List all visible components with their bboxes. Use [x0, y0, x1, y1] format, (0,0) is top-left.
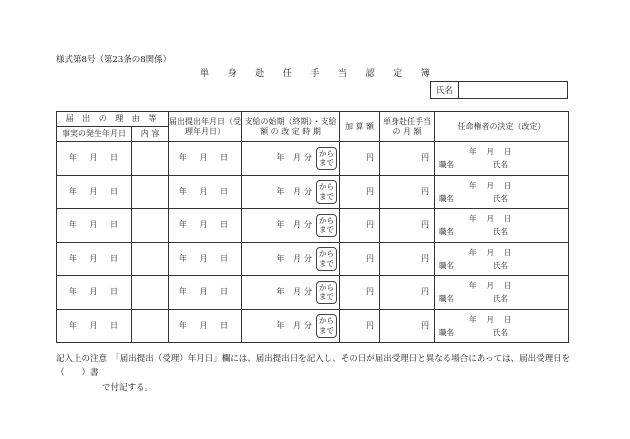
from-label: から	[319, 249, 334, 258]
from-label: から	[319, 282, 334, 292]
event-date-cell[interactable]	[57, 309, 132, 343]
decision-date-text: 年月日	[469, 314, 522, 324]
period-cell[interactable]	[242, 276, 340, 310]
person-label: 氏名	[493, 160, 508, 170]
decision-cell[interactable]	[435, 242, 569, 276]
from-label: から	[319, 182, 334, 191]
decision-date-text: 年月日	[469, 247, 522, 257]
addition-yen: 円	[366, 320, 374, 330]
from-to-brace	[316, 247, 337, 271]
period-month-text: 年 月分	[276, 186, 315, 196]
filing-date-text: 年 月 日	[178, 253, 233, 263]
allowance-header: 単身赴任手当の 月 額	[380, 112, 435, 142]
table-row	[57, 142, 569, 176]
filing-date-cell[interactable]	[169, 242, 242, 276]
addition-yen: 円	[366, 186, 374, 196]
from-label: から	[319, 148, 334, 158]
to-label: まで	[319, 158, 334, 168]
from-to-brace	[316, 281, 337, 305]
allowance-cell[interactable]	[380, 276, 435, 310]
post-label: 職名	[439, 294, 454, 304]
decision-date-text: 年月日	[469, 214, 522, 224]
addition-yen: 円	[366, 287, 374, 297]
post-label: 職名	[439, 160, 454, 170]
person-label: 氏名	[493, 327, 508, 337]
to-label: まで	[319, 292, 334, 302]
name-box	[430, 81, 568, 99]
content-header: 内 容	[132, 127, 169, 142]
filing-date-header: 届出提出年月日（受理年月日）	[169, 112, 242, 142]
allowance-yen: 円	[421, 186, 429, 196]
decision-date-text: 年月日	[469, 281, 522, 291]
title-char: 当	[338, 69, 348, 79]
event-date-cell[interactable]	[57, 242, 132, 276]
event-date-text: 年 月 日	[68, 186, 123, 196]
filing-date-cell[interactable]	[169, 175, 242, 209]
title-char: 単	[200, 69, 210, 79]
title-char: 任	[282, 69, 292, 79]
table-row	[57, 242, 569, 276]
decision-date-text: 年月日	[469, 147, 522, 157]
form-number-label: 様式第8号（第23条の8関係）	[56, 55, 172, 65]
content-cell[interactable]	[132, 276, 169, 310]
event-date-cell[interactable]	[57, 209, 132, 243]
person-label: 氏名	[493, 294, 508, 304]
table-row	[57, 209, 569, 243]
filing-date-text: 年 月 日	[178, 153, 233, 163]
filing-date-text: 年 月 日	[178, 320, 233, 330]
from-to-brace	[316, 147, 337, 171]
event-date-text: 年 月 日	[68, 287, 123, 297]
decision-header: 任命権者の決定（改定）	[435, 112, 569, 142]
allowance-cell[interactable]	[380, 309, 435, 343]
event-date-cell[interactable]	[57, 276, 132, 310]
filing-date-text: 年 月 日	[178, 220, 233, 230]
addition-yen: 円	[366, 153, 374, 163]
post-label: 職名	[439, 260, 454, 270]
entry-note-line1: 記入上の注意 「届出提出（受理）年月日」欄には、届出提出日を記入し、その日が届出受理日と異なる場合にあっては、届出受理日を（ ）書	[56, 354, 571, 379]
addition-cell[interactable]	[340, 209, 380, 243]
period-cell[interactable]	[242, 209, 340, 243]
filing-date-cell[interactable]	[169, 309, 242, 343]
decision-date-text: 年月日	[469, 180, 522, 190]
allowance-cell[interactable]	[380, 242, 435, 276]
period-month-text: 年 月分	[276, 153, 315, 163]
allowance-yen: 円	[421, 253, 429, 263]
from-to-brace	[316, 180, 337, 204]
title-char: 定	[393, 69, 403, 79]
content-cell[interactable]	[132, 309, 169, 343]
event-date-text: 年 月 日	[68, 153, 123, 163]
content-cell[interactable]	[132, 242, 169, 276]
entry-note-line2: で付記する。	[102, 382, 154, 393]
title-char: 手	[310, 69, 320, 79]
form-title	[200, 66, 430, 79]
table-row	[57, 276, 569, 310]
period-cell[interactable]	[242, 142, 340, 176]
addition-header: 加 算 額	[340, 112, 380, 142]
event-date-cell[interactable]	[57, 175, 132, 209]
period-cell[interactable]	[242, 175, 340, 209]
allowance-yen: 円	[421, 153, 429, 163]
period-cell[interactable]	[242, 242, 340, 276]
to-label: まで	[319, 225, 334, 235]
event-date-text: 年 月 日	[68, 253, 123, 263]
allowance-yen: 円	[421, 220, 429, 230]
addition-cell[interactable]	[340, 276, 380, 310]
title-char: 身	[227, 69, 237, 79]
person-label: 氏名	[493, 193, 508, 203]
period-header: 支給の始期（終期）・支給額 の 改 定 時 期	[242, 112, 340, 142]
table-row	[57, 309, 569, 343]
addition-yen: 円	[366, 220, 374, 230]
title-char: 簿	[420, 69, 430, 79]
name-label: 氏名	[431, 82, 459, 98]
decision-cell[interactable]	[435, 175, 569, 209]
event-date-text: 年 月 日	[68, 220, 123, 230]
title-char: 認	[365, 69, 375, 79]
decision-cell[interactable]	[435, 209, 569, 243]
table-row	[57, 175, 569, 209]
content-cell[interactable]	[132, 175, 169, 209]
allowance-cell[interactable]	[380, 175, 435, 209]
allowance-yen: 円	[421, 320, 429, 330]
addition-cell[interactable]	[340, 242, 380, 276]
period-month-text: 年 月分	[276, 287, 315, 297]
decision-cell[interactable]	[435, 276, 569, 310]
person-label: 氏名	[493, 227, 508, 237]
filing-date-cell[interactable]	[169, 209, 242, 243]
person-label: 氏名	[493, 260, 508, 270]
to-label: まで	[319, 325, 334, 335]
from-to-brace	[316, 314, 337, 338]
to-label: まで	[319, 258, 334, 268]
period-month-text: 年 月分	[276, 253, 315, 263]
allowance-register-table	[56, 111, 569, 343]
from-to-brace	[316, 214, 337, 238]
period-month-text: 年 月分	[276, 220, 315, 230]
content-cell[interactable]	[132, 209, 169, 243]
filing-date-cell[interactable]	[169, 142, 242, 176]
allowance-cell[interactable]	[380, 142, 435, 176]
from-label: から	[319, 316, 334, 325]
reason-group-header: 届 出 の 理 由 等	[57, 112, 169, 127]
addition-yen: 円	[366, 253, 374, 263]
content-cell[interactable]	[132, 142, 169, 176]
name-field[interactable]	[459, 82, 567, 98]
post-label: 職名	[439, 327, 454, 337]
period-month-text: 年 月分	[276, 320, 315, 330]
entry-note	[56, 352, 576, 395]
filing-date-text: 年 月 日	[178, 186, 233, 196]
period-cell[interactable]	[242, 309, 340, 343]
event-date-cell[interactable]	[57, 142, 132, 176]
decision-cell[interactable]	[435, 309, 569, 343]
event-date-text: 年 月 日	[68, 320, 123, 330]
addition-cell[interactable]	[340, 309, 380, 343]
filing-date-cell[interactable]	[169, 276, 242, 310]
title-char: 赴	[255, 69, 265, 79]
filing-date-text: 年 月 日	[178, 287, 233, 297]
post-label: 職名	[439, 227, 454, 237]
to-label: まで	[319, 191, 334, 201]
allowance-cell[interactable]	[380, 209, 435, 243]
decision-cell[interactable]	[435, 142, 569, 176]
addition-cell[interactable]	[340, 175, 380, 209]
allowance-yen: 円	[421, 287, 429, 297]
from-label: から	[319, 215, 334, 225]
post-label: 職名	[439, 193, 454, 203]
addition-cell[interactable]	[340, 142, 380, 176]
event-date-header: 事実の発生年月日	[57, 127, 132, 142]
